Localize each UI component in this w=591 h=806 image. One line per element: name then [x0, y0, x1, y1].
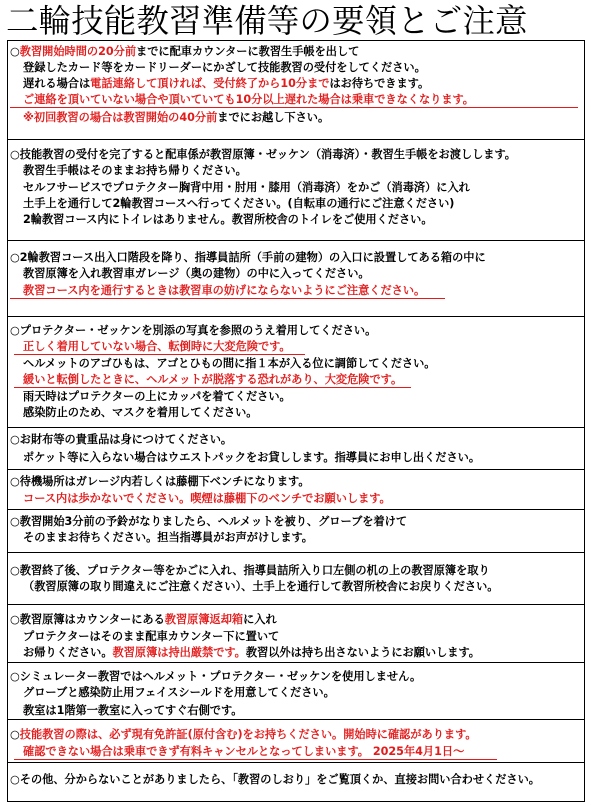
notice-text: そのままお待ちください。担当指導員がお声がけします。: [23, 531, 313, 544]
notice-text: 登録したカード等をカードリーダーにかざして技能教習の受付をしてください。: [23, 61, 426, 74]
section-divider: [7, 139, 585, 140]
notice-text: ○2輪教習コース出入口階段を降り、指導員詰所（手前の建物）の入口に設置してある箱の中に: [10, 251, 486, 264]
notice-text: に入れ: [243, 613, 277, 626]
section-divider: [7, 762, 585, 763]
notice-line: [10, 432, 232, 448]
notice-text: 教習生手帳はそのままお持ち帰りください。: [23, 164, 247, 177]
warning-text: 教習開始時間の20分前: [19, 45, 137, 58]
notice-text: はお待ちできます。: [329, 77, 430, 90]
section-divider: [7, 427, 585, 428]
notice-line: [23, 356, 435, 372]
section-divider: [7, 469, 585, 470]
warning-text: 確認できない場合は乗車できず有料キャンセルとなってしまいます。 2025年4月1日～: [23, 745, 465, 758]
section-divider: [7, 240, 585, 241]
notice-text: 雨天時はプロテクターの上にカッパを着てください。: [23, 390, 291, 403]
notice-line: [23, 110, 329, 126]
notice-line: [23, 629, 279, 645]
section-divider: [7, 552, 585, 553]
section-divider: [7, 719, 585, 720]
notice-text: ○: [10, 45, 20, 58]
notice-line: [23, 491, 391, 507]
section-divider: [7, 509, 585, 510]
notice-text: 教習原簿を入れ教習車ガレージ（奥の建物）の中に入ってください。: [23, 267, 370, 280]
notice-line: [23, 283, 425, 299]
notice-line: [23, 579, 498, 595]
notice-line: [23, 744, 464, 760]
red-underline: [14, 387, 411, 388]
notice-line: [10, 323, 376, 339]
warning-text: ※初回教習の場合は教習開始の40分前: [23, 111, 218, 124]
notice-text: グローブと感染防止用フェイスシールドを用意してください。: [23, 686, 335, 699]
warning-text: 教習原簿は持出厳禁です。: [112, 646, 246, 659]
notice-line: [23, 180, 470, 196]
notice-text: ポケット等に入らない場合はウエストパックをお貸しします。指導員にお申し出ください。: [23, 451, 481, 464]
notice-text: プロテクターはそのまま配車カウンター下に置いて: [23, 630, 280, 643]
section-divider: [7, 604, 585, 605]
notice-line: [10, 44, 359, 60]
notice-text: ○教習原簿はカウンターにある: [10, 613, 165, 626]
notice-text: 教室は1階第一教室に入ってすぐ右側です。: [23, 704, 243, 717]
notice-line: [23, 685, 335, 701]
warning-text: 緩いと転倒したときに、ヘルメットが脱落する恐れがあり、大変危険です。: [23, 373, 403, 386]
notice-line: [23, 450, 480, 466]
notice-text: 2輪教習コース内にトイレはありません。教習所校舎のトイレをご使用ください。: [23, 213, 433, 226]
notice-text: ○: [10, 728, 20, 741]
notice-line: [23, 196, 454, 212]
notice-line: [10, 250, 486, 266]
notice-line: [23, 76, 429, 92]
section-divider: [7, 316, 585, 317]
notice-line: [10, 474, 310, 490]
notice-line: [23, 163, 247, 179]
notice-text: ○その他、分からないことがありましたら、「教習のしおり」をご覧頂くか、直接お問い合わせください。: [10, 773, 540, 786]
notice-line: [23, 339, 291, 355]
page-title: 二輪技能教習準備等の要領とご注意: [6, 2, 528, 40]
warning-text: 教習コース内を通行するときは教習車の妨げにならないようにご注意ください。: [23, 284, 426, 297]
notice-text: ヘルメットのアゴひもは、アゴとひもの間に指１本が入る位に調節してください。: [23, 357, 436, 370]
notice-text: 感染防止のため、マスクを着用してください。: [23, 406, 258, 419]
notice-text: ○待機場所はガレージ内若しくは藤棚下ベンチになります。: [10, 475, 310, 488]
notice-line: [10, 612, 277, 628]
notice-text: お帰りください。: [23, 646, 113, 659]
notice-text: セルフサービスでプロテクター胸背中用・肘用・膝用（消毒済）をかご（消毒済）に入れ: [23, 181, 470, 194]
notice-line: [23, 645, 480, 661]
notice-line: [10, 147, 516, 163]
section-divider: [7, 662, 585, 663]
warning-text: 教習原簿返却箱: [164, 613, 244, 626]
warning-text: コース内は歩かないでください。喫煙は藤棚下のベンチでお願いします。: [23, 492, 391, 505]
notice-text: ○教習終了後、プロテクター等をかごに入れ、指導員詰所入り口左側の机の上の教習原簿を取り: [10, 564, 490, 577]
red-underline: [14, 759, 497, 760]
notice-text: ○プロテクター・ゼッケンを別添の写真を参照のうえ着用してください。: [10, 324, 377, 337]
notice-text: ○技能教習の受付を完了すると配車係が教習原簿・ゼッケン（消毒済）・教習生手帳をお渡しします。: [10, 148, 516, 161]
notice-text: ○お財布等の貴重品は身につけてください。: [10, 433, 233, 446]
notice-line: [23, 372, 402, 388]
notice-line: [23, 266, 370, 282]
notice-text: ○シミュレーター教習ではヘルメット・プロテクター・ゼッケンを使用しません。: [10, 670, 422, 683]
warning-text: ご連絡を頂いていない場合や頂いていても10分以上遅れた場合は乗車できなくなります。: [23, 93, 474, 106]
notice-line: [23, 60, 426, 76]
notice-line: [23, 405, 258, 421]
notice-text: （教習原簿の取り間違えにご注意ください）、土手上を通行して教習所校舎にお戻りください。: [23, 580, 499, 593]
notice-line: [10, 772, 540, 788]
notice-line: [23, 703, 242, 719]
warning-text: 電話連絡して頂ければ、受付終了から10分まで: [90, 77, 330, 90]
notice-text: 教習以外は持ち出さないようにお願いします。: [245, 646, 480, 659]
notice-line: [23, 530, 313, 546]
notice-text: までにお越し下さい。: [217, 111, 330, 124]
notice-line: [10, 514, 407, 530]
notice-line: [23, 212, 433, 228]
notice-line: [10, 563, 490, 579]
notice-text: までに配車カウンターに教習生手帳を出して: [136, 45, 360, 58]
red-underline: [10, 298, 445, 299]
red-underline: [14, 354, 305, 355]
red-underline: [10, 107, 578, 108]
notice-line: [23, 92, 474, 108]
warning-text: 正しく着用していない場合、転倒時に大変危険です。: [23, 340, 291, 353]
notice-text: 遅れる場合は: [23, 77, 91, 90]
notice-line: [10, 669, 421, 685]
notice-text: 土手上を通行して2輪教習コースへ行ってください。(自転車の通行にご注意ください): [23, 197, 455, 210]
notice-line: [10, 727, 477, 743]
notice-text: ○教習開始3分前の予鈴がなりましたら、ヘルメットを被り、グローブを着けて: [10, 515, 408, 528]
notice-line: [23, 389, 291, 405]
warning-text: 技能教習の際は、必ず現有免許証(原付含む)をお持ちください。開始時に確認があります。: [19, 728, 477, 741]
